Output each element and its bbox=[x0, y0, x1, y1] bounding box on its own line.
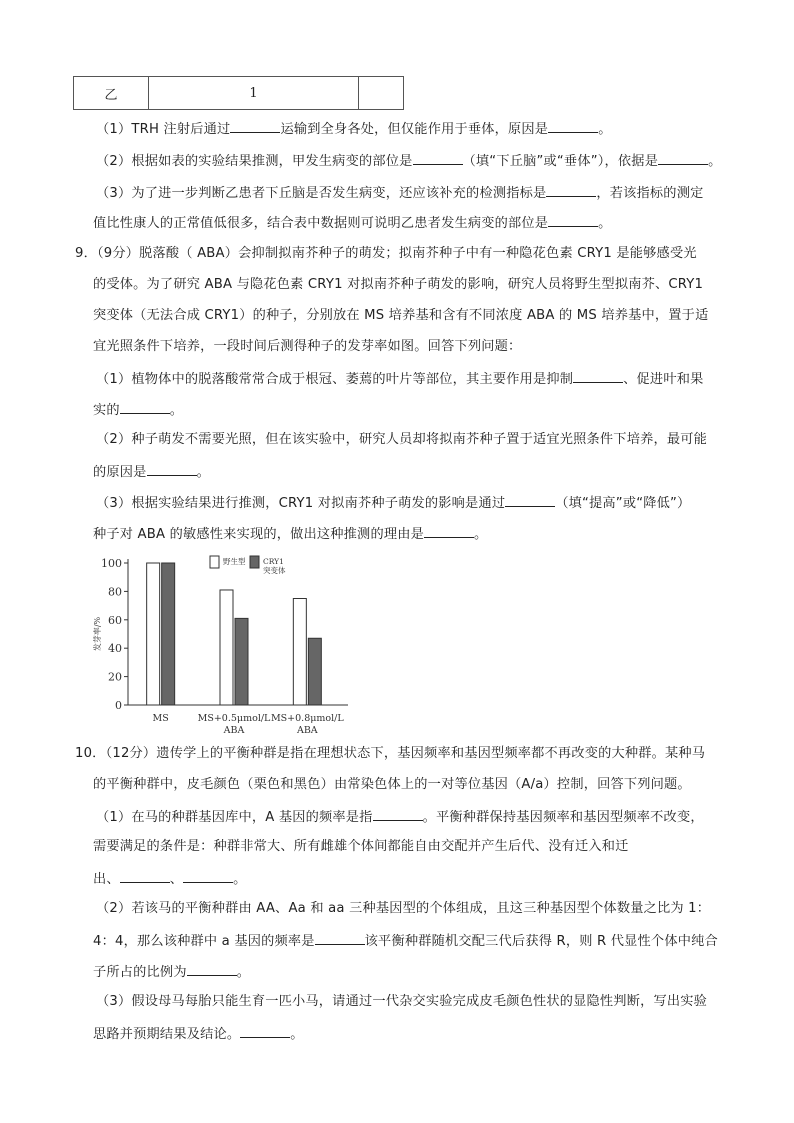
q9-part1-text-b: 、促进叶和果 bbox=[623, 372, 704, 387]
q9-part2-text-b: 的原因是 bbox=[93, 465, 147, 480]
table-row bbox=[74, 77, 404, 110]
y-axis-label: 发芽率/% bbox=[93, 616, 102, 652]
q9-part3-text-b: （填“提高”或“降低”） bbox=[555, 496, 691, 511]
legend-swatch bbox=[210, 556, 219, 568]
germination-rate-chart bbox=[88, 550, 358, 740]
q8-part1-text-a: （1）TRH 注射后通过 bbox=[96, 122, 231, 137]
q8-part2-text-a: （2）根据如表的实验结果推测，甲发生病变的部位是 bbox=[96, 154, 413, 169]
table-cell-empty bbox=[359, 77, 404, 110]
q10-part2-line1: （2）若该马的平衡种群由 AA、Aa 和 aa 三种基因型的个体组成，且这三种基因型个体数量之比为 1： bbox=[96, 901, 711, 916]
x-tick-label: MS+0.5μmol/L bbox=[197, 713, 271, 724]
q10-part3-text-b: 思路并预期结果及结论。 bbox=[93, 1027, 241, 1042]
answer-blank[interactable] bbox=[230, 118, 280, 133]
answer-blank[interactable] bbox=[424, 523, 474, 538]
q10-stem-line2: 的平衡种群中，皮毛颜色（栗色和黑色）由常染色体上的一对等位基因（A/a）控制，回答下列问题。 bbox=[93, 777, 691, 792]
q10-part1-text-d: 出、 bbox=[93, 872, 120, 887]
answer-blank[interactable] bbox=[548, 212, 598, 227]
legend-label: 野生型 bbox=[223, 557, 246, 566]
bar bbox=[293, 599, 306, 706]
q9-stem-line2: 的受体。为了研究 ABA 与隐花色素 CRY1 对拟南芥种子萌发的影响，研究人员将野生型拟南芥、CRY1 bbox=[93, 277, 704, 292]
q9-part1-line2 bbox=[93, 399, 183, 421]
q9-part3-text-d: 。 bbox=[474, 527, 488, 542]
q10-part3-line2 bbox=[93, 1023, 304, 1045]
answer-blank[interactable] bbox=[546, 182, 596, 197]
legend-label: 突变体 bbox=[263, 566, 286, 575]
q9-part2-line1: （2）种子萌发不需要光照，但在该实验中，研究人员却将拟南芥种子置于适宜光照条件下培养，最可能 bbox=[96, 432, 708, 447]
q9-part3-line2 bbox=[93, 523, 487, 545]
y-tick-label: 0 bbox=[115, 699, 122, 712]
q10-part1-line2: 需要满足的条件是：种群非常大、所有雌雄个体间都能自由交配并产生后代、没有迁入和迁 bbox=[93, 839, 629, 854]
answer-blank[interactable] bbox=[658, 150, 708, 165]
q10-part1-line1 bbox=[96, 806, 704, 828]
bar bbox=[220, 590, 233, 705]
q10-part2-text-c: 该平衡种群随机交配三代后获得 R，则 R 代显性个体中纯合 bbox=[364, 934, 718, 949]
answer-blank[interactable] bbox=[120, 399, 170, 414]
bar bbox=[235, 618, 248, 705]
answer-blank[interactable] bbox=[548, 118, 598, 133]
table-cell-label: 乙 bbox=[74, 77, 149, 110]
legend-swatch bbox=[250, 556, 259, 568]
answer-blank[interactable] bbox=[240, 1023, 290, 1038]
q10-part2-text-e: 。 bbox=[236, 965, 251, 980]
q9-stem-line1: 9．（9分）脱落酸（ ABA）会抑制拟南芥种子的萌发；拟南芥种子中有一种隐花色素 CRY1 是能够感受光 bbox=[75, 246, 697, 261]
q8-part3-text-a: （3）为了进一步判断乙患者下丘脑是否发生病变，还应该补充的检测指标是 bbox=[96, 186, 547, 201]
q8-part1-text-c: 。 bbox=[598, 122, 612, 137]
q8-part1-text-b: 运输到全身各处，但仅能作用于垂体，原因是 bbox=[280, 122, 549, 137]
bar bbox=[308, 638, 321, 705]
q9-part1-text-c: 实的 bbox=[93, 403, 120, 418]
q9-part2-text-c: 。 bbox=[196, 465, 210, 480]
y-tick-label: 80 bbox=[108, 585, 122, 599]
q8-part3-text-d: 。 bbox=[598, 216, 612, 231]
q10-part1-line3 bbox=[93, 868, 247, 890]
q9-stem-line3: 突变体（无法合成 CRY1）的种子，分别放在 MS 培养基和含有不同浓度 ABA 的 MS 培养基中，置于适 bbox=[93, 308, 709, 323]
q9-part1-line1 bbox=[96, 368, 703, 390]
y-tick-label: 40 bbox=[108, 642, 122, 656]
answer-blank[interactable] bbox=[147, 461, 197, 476]
answer-blank[interactable] bbox=[573, 368, 623, 383]
q9-part3-text-c: 种子对 ABA 的敏感性来实现的，做出这种推测的理由是 bbox=[93, 527, 424, 542]
q8-part3-line2 bbox=[93, 212, 612, 234]
q10-part2-line3 bbox=[93, 961, 250, 983]
q10-part1-text-a: （1）在马的种群基因库中，A 基因的频率是指 bbox=[96, 810, 373, 825]
answer-blank[interactable] bbox=[187, 961, 237, 976]
y-tick-label: 20 bbox=[108, 670, 122, 684]
q9-part1-text-a: （1）植物体中的脱落酸常常合成于根冠、萎蔫的叶片等部位，其主要作用是抑制 bbox=[96, 372, 574, 387]
bar bbox=[162, 563, 175, 705]
q9-part3-text-a: （3）根据实验结果进行推测，CRY1 对拟南芥种子萌发的影响是通过 bbox=[96, 496, 506, 511]
x-tick-label: MS bbox=[152, 713, 169, 724]
legend-label: CRY1 bbox=[263, 557, 284, 566]
q8-part3-text-b: ，若该指标的测定 bbox=[596, 186, 704, 201]
q10-part3-text-c: 。 bbox=[290, 1027, 304, 1042]
y-tick-label: 100 bbox=[101, 557, 122, 570]
q8-part2-text-b: （填“下丘脑”或“垂体”），依据是 bbox=[462, 154, 659, 169]
result-table bbox=[73, 76, 404, 110]
q10-part2-text-b: 4：4，那么该种群中 a 基因的频率是 bbox=[93, 934, 315, 949]
x-tick-label: ABA bbox=[223, 725, 245, 736]
q10-part1-text-f: 。 bbox=[233, 872, 247, 887]
x-tick-label: MS+0.8μmol/L bbox=[270, 713, 344, 724]
q9-stem-line4: 宜光照条件下培养，一段时间后测得种子的发芽率如图。回答下列问题： bbox=[93, 339, 522, 354]
q10-part2-line2 bbox=[93, 930, 718, 952]
q9-part1-text-d: 。 bbox=[169, 403, 184, 418]
y-tick-label: 60 bbox=[108, 613, 122, 627]
answer-blank[interactable] bbox=[315, 930, 365, 945]
q10-stem-line1: 10．（12分）遗传学上的平衡种群是指在理想状态下，基因频率和基因型频率都不再改变的大种群。某种马 bbox=[75, 746, 706, 761]
answer-blank[interactable] bbox=[183, 868, 233, 883]
answer-blank[interactable] bbox=[120, 868, 170, 883]
q8-part1 bbox=[96, 118, 612, 140]
answer-blank[interactable] bbox=[505, 492, 555, 507]
answer-blank[interactable] bbox=[373, 806, 423, 821]
q8-part3-text-c: 值比性康人的正常值低很多，结合表中数据则可说明乙患者发生病变的部位是 bbox=[93, 216, 549, 231]
q9-part3-line1 bbox=[96, 492, 690, 514]
q9-part2-line2 bbox=[93, 461, 210, 483]
q10-part1-text-b: 。平衡种群保持基因频率和基因型频率不改变， bbox=[422, 810, 704, 825]
q10-part1-text-e: 、 bbox=[169, 872, 184, 887]
table-cell-value: 1 bbox=[149, 77, 359, 110]
q8-part2 bbox=[96, 150, 721, 172]
q10-part2-text-d: 子所占的比例为 bbox=[93, 965, 187, 980]
bar bbox=[147, 563, 160, 705]
q8-part3-line1 bbox=[96, 182, 703, 204]
answer-blank[interactable] bbox=[413, 150, 463, 165]
x-tick-label: ABA bbox=[296, 725, 318, 736]
q8-part2-text-c: 。 bbox=[708, 154, 722, 169]
q10-part3-line1: （3）假设母马每胎只能生育一匹小马，请通过一代杂交实验完成皮毛颜色性状的显隐性判断，写出实验 bbox=[96, 994, 708, 1009]
